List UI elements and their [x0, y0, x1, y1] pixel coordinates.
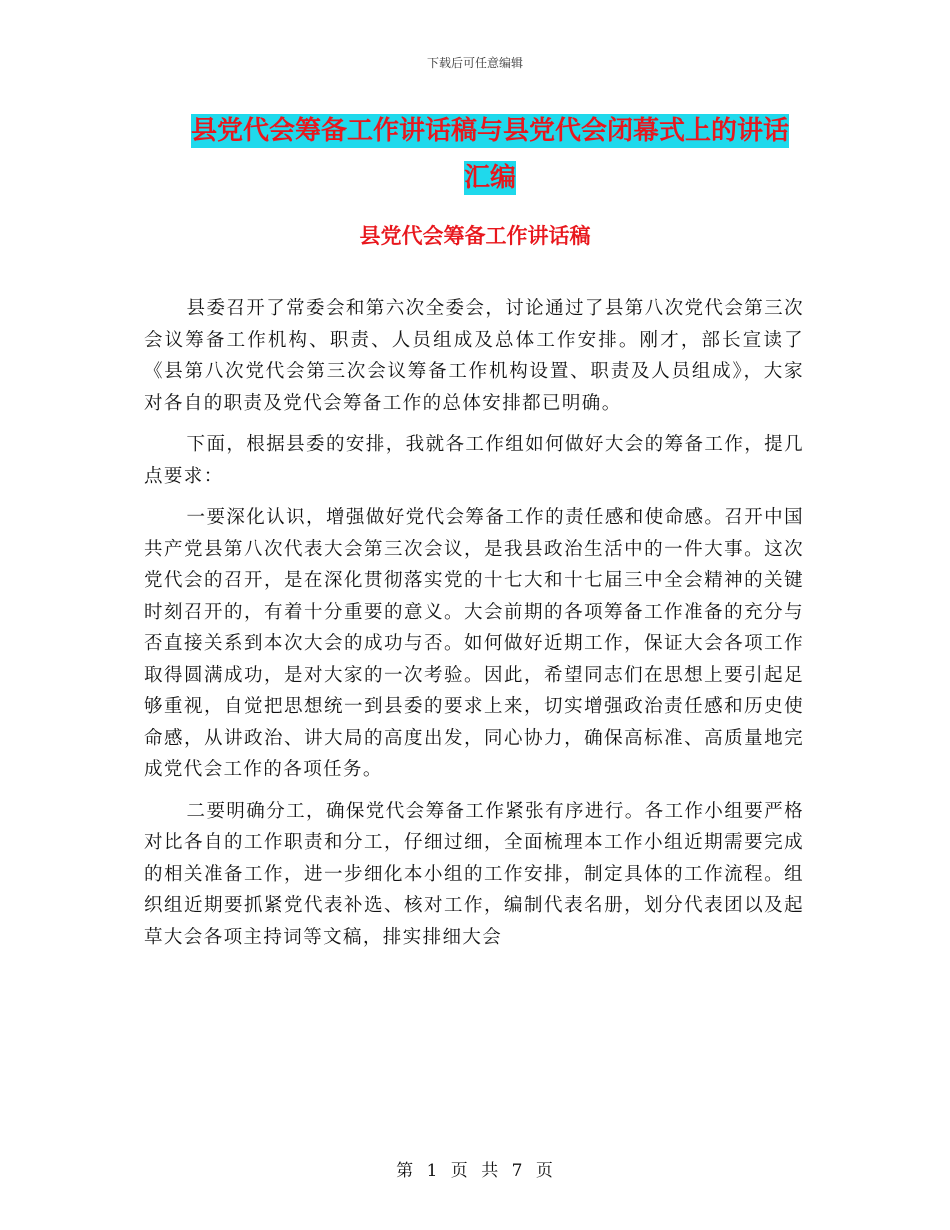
document-title-line1: 县党代会筹备工作讲话稿与县党代会闭幕式上的讲话 [190, 116, 789, 146]
document-body [144, 293, 804, 963]
page-header-note: 下载后可任意编辑 [426, 56, 523, 70]
document-title [140, 108, 840, 202]
paragraph: 一要深化认识，增强做好党代会筹备工作的责任感和使命感。召开中国共产党县第八次代表大会第三次会议，是我县政治生活中的一件大事。这次党代会的召开，是在深化贯彻落实党的十七大和十七届三中全会精神的关键时刻召开的，有着十分重要的意义。大会前期的各项筹备工作准备的充分与否直接关系到本次大会的成功与否。如何做好近期工作，保证大会各项工作取得圆满成功，是对大家的一次考验。因此，希望同志们在思想上要引起足够重视，自觉把思想统一到县委的要求上来，切实增强政治责任感和历史使命感，从讲政治、讲大局的高度出发，同心协力，确保高标准、高质量地完成党代会工作的各项任务。 [144, 507, 804, 780]
paragraph: 下面，根据县委的安排，我就各工作组如何做好大会的筹备工作，提几点要求： [144, 434, 804, 487]
document-title-line2: 汇编 [463, 163, 516, 193]
section-title: 县党代会筹备工作讲话稿 [359, 224, 591, 248]
page-footer: 第 1 页 共 7 页 [396, 1161, 554, 1181]
paragraph: 县委召开了常委会和第六次全委会，讨论通过了县第八次党代会第三次会议筹备工作机构、职责、人员组成及总体工作安排。刚才，部长宣读了《县第八次党代会第三次会议筹备工作机构设置、职责及人员组成》，大家对各自的职责及党代会筹备工作的总体安排都已明确。 [144, 298, 804, 414]
paragraph: 二要明确分工，确保党代会筹备工作紧张有序进行。各工作小组要严格对比各自的工作职责和分工，仔细过细，全面梳理本工作小组近期需要完成的相关准备工作，进一步细化本小组的工作安排，制定具体的工作流程。组织组近期要抓紧党代表补选、核对工作，编制代表名册，划分代表团以及起草大会各项主持词等文稿，排实排细大会 [144, 800, 804, 948]
